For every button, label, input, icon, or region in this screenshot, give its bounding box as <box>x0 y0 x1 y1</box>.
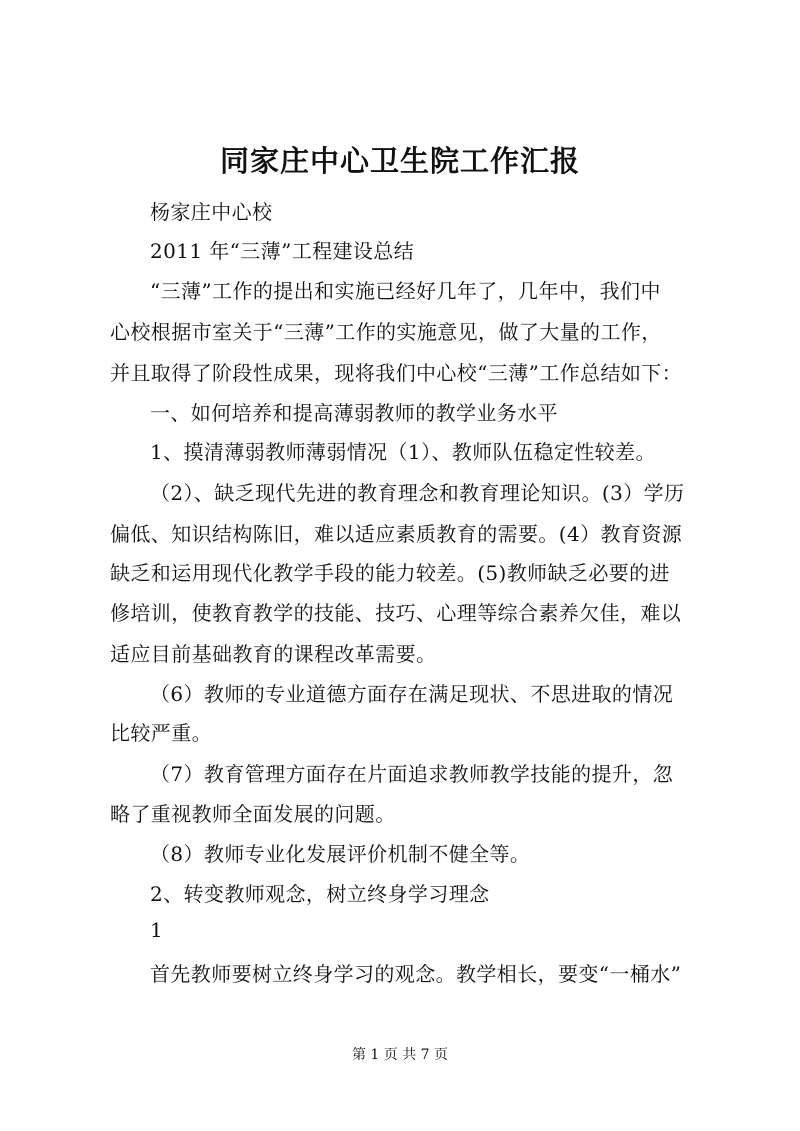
body-line: 比较严重。 <box>110 721 212 745</box>
body-line: （2）、缺乏现代先进的教育理念和教育理论知识。(3）学历 <box>150 481 685 505</box>
body-line: 并且取得了阶段性成果，现将我们中心校“三薄”工作总结如下： <box>110 361 683 385</box>
section-heading: 一、如何培养和提高薄弱教师的教学业务水平 <box>150 401 558 425</box>
body-line: 首先教师要树立终身学习的观念。教学相长，要变“一桶水” <box>150 962 682 986</box>
body-line: 1 <box>150 918 164 942</box>
subsection-line: 1、摸清薄弱教师薄弱情况（1）、教师队伍稳定性较差。 <box>150 440 656 464</box>
body-line: （8）教师专业化发展评价机制不健全等。 <box>150 842 531 866</box>
body-line: “三薄”工作的提出和实施已经好几年了，几年中，我们中 <box>150 279 661 303</box>
page-number: 第 1 页 共 7 页 <box>351 1047 449 1063</box>
body-line: 修培训，使教育教学的技能、技巧、心理等综合素养欠佳，难以 <box>110 601 682 625</box>
body-line: （6）教师的专业道德方面存在满足现状、不思进取的情况 <box>150 682 674 706</box>
subsection-line: 2、转变教师观念，树立终身学习理念 <box>150 882 490 906</box>
author-line: 杨家庄中心校 <box>150 200 273 224</box>
body-line: 缺乏和运用现代化教学手段的能力较差。(5)教师缺乏必要的进 <box>110 561 670 585</box>
body-line: （7）教育管理方面存在片面追求教师教学技能的提升，忽 <box>150 762 674 786</box>
subtitle-line: 2011 年“三薄”工程建设总结 <box>150 239 415 263</box>
body-line: 略了重视教师全面发展的问题。 <box>110 802 396 826</box>
body-line: 偏低、知识结构陈旧，难以适应素质教育的需要。(4）教育资源 <box>110 522 683 546</box>
document-title: 同家庄中心卫生院工作汇报 <box>219 144 580 178</box>
body-line: 适应目前基础教育的课程改革需要。 <box>110 642 437 666</box>
body-line: 心校根据市室关于“三薄”工作的实施意见，做了大量的工作， <box>110 320 662 344</box>
